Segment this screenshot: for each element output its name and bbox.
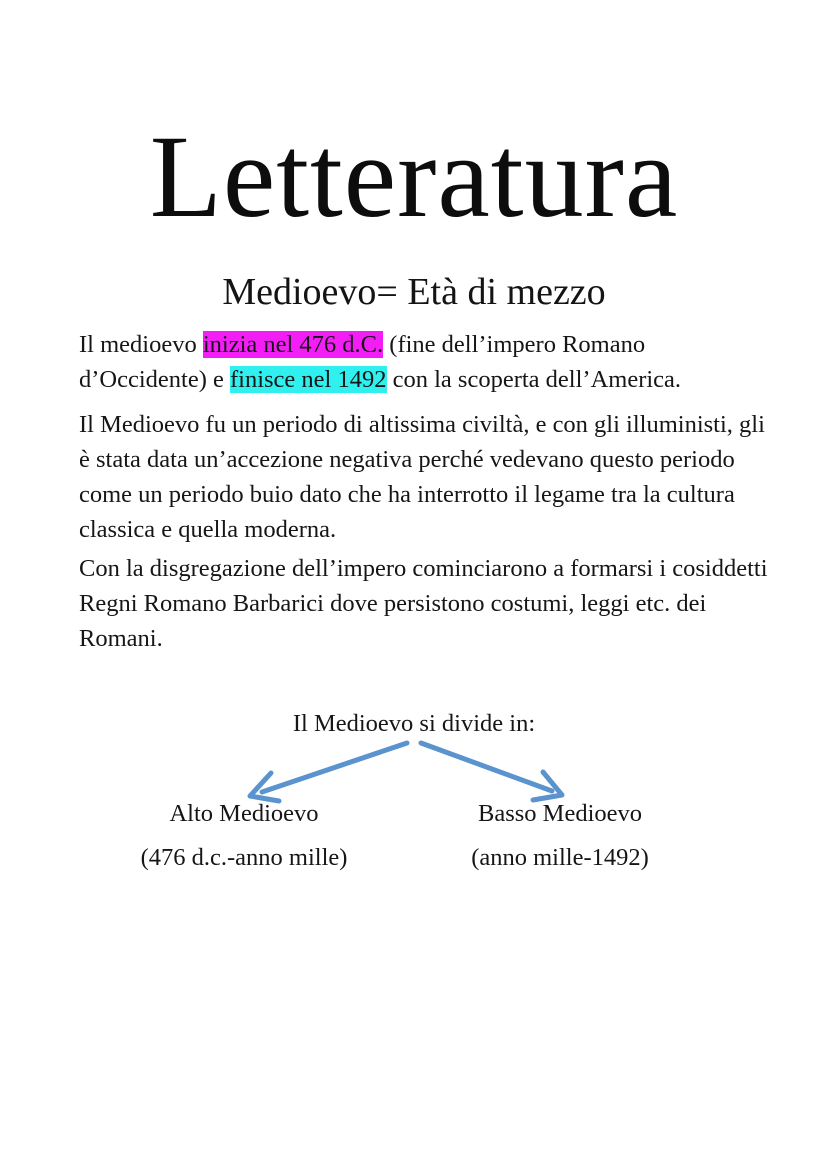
branch-alto-name: Alto Medioevo: [169, 800, 319, 827]
page-subtitle: Medioevo= Età di mezzo: [222, 271, 606, 313]
branch-basso-range: (anno mille-1492): [471, 844, 649, 871]
page-title: Letteratura: [149, 111, 679, 242]
paragraph-kingdoms: Con la disgregazione dell’impero cominciarono a formarsi i cosiddetti Regni Romano Barbarici dove persistono costumi, leggi etc. dei Romani.: [79, 555, 768, 652]
arrow-right: [421, 743, 562, 800]
branch-basso-name: Basso Medioevo: [478, 800, 642, 827]
highlight-end-date: finisce nel 1492: [230, 366, 387, 393]
branch-alto-medioevo: [124, 797, 364, 875]
paragraph-civilization: Il Medioevo fu un periodo di altissima civiltà, e con gli illuministi, gli è stata data un’accezione negativa perché vedevano questo periodo come un periodo buio dato che ha interrotto il legame tra la cultura classica e quella moderna.: [79, 411, 765, 543]
paragraph-dates-text-1: Il medioevo: [79, 331, 203, 358]
paragraph-dates-text-2: (fine dell’impero Romano d’Occidente) e: [79, 331, 646, 393]
highlight-start-date: inizia nel 476 d.C.: [202, 331, 384, 358]
arrow-left: [250, 743, 407, 801]
paragraph-dates-text-3: con la scoperta dell’America.: [386, 366, 682, 393]
branch-basso-medioevo: [440, 797, 680, 875]
branch-alto-range: (476 d.c.-anno mille): [140, 844, 348, 871]
division-label: Il Medioevo si divide in:: [292, 710, 536, 737]
